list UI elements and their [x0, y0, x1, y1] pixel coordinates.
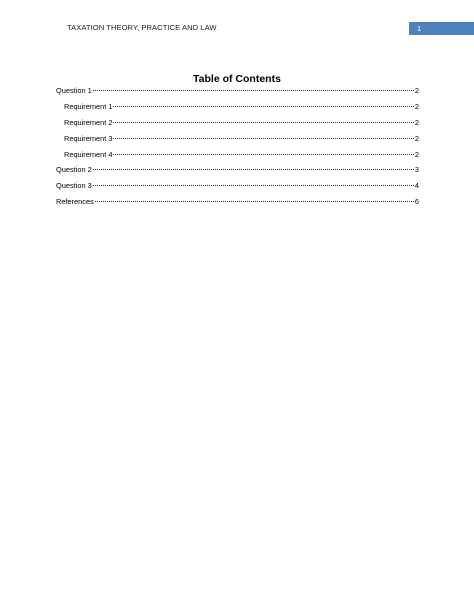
toc-entry-label: Question 2: [56, 165, 92, 175]
toc-entry-question-1[interactable]: [56, 85, 419, 101]
toc-entry-requirement-4[interactable]: [56, 149, 419, 165]
toc-leader-dots: [113, 138, 413, 139]
table-of-contents: [56, 85, 419, 212]
page-number-badge: [409, 22, 474, 35]
toc-entry-page: 6: [414, 197, 419, 207]
toc-entry-question-2[interactable]: [56, 164, 419, 180]
toc-entry-label: Question 3: [56, 181, 92, 191]
toc-entry-page: 2: [414, 133, 419, 143]
toc-leader-dots: [93, 90, 414, 91]
toc-heading: Table of Contents: [193, 73, 281, 85]
toc-entry-label: Requirement 3: [64, 133, 113, 143]
toc-entry-page: 3: [414, 165, 419, 175]
toc-entry-requirement-2[interactable]: [56, 117, 419, 133]
toc-entry-page: 2: [414, 86, 419, 95]
running-head-title: TAXATION THEORY, PRACTICE AND LAW: [67, 23, 217, 32]
toc-entry-page: 2: [414, 101, 419, 111]
toc-leader-dots: [93, 169, 414, 170]
toc-leader-dots: [113, 154, 413, 155]
toc-entry-label: Requirement 2: [64, 117, 113, 127]
toc-entry-page: 2: [414, 149, 419, 159]
page-header: [67, 22, 440, 36]
toc-leader-dots: [93, 185, 414, 186]
toc-leader-dots: [113, 122, 413, 123]
toc-entry-label: Requirement 1: [64, 101, 113, 111]
toc-leader-dots: [95, 201, 414, 202]
toc-leader-dots: [113, 106, 413, 107]
toc-entry-page: 4: [414, 181, 419, 191]
toc-entry-requirement-1[interactable]: [56, 101, 419, 117]
toc-entry-references[interactable]: [56, 196, 419, 212]
toc-entry-page: 2: [414, 117, 419, 127]
toc-entry-label: Requirement 4: [64, 149, 113, 159]
page-number: 1: [417, 24, 422, 33]
toc-entry-requirement-3[interactable]: [56, 133, 419, 149]
toc-entry-label: References: [56, 197, 94, 207]
toc-entry-question-3[interactable]: [56, 180, 419, 196]
toc-entry-label: Question 1: [56, 86, 92, 95]
